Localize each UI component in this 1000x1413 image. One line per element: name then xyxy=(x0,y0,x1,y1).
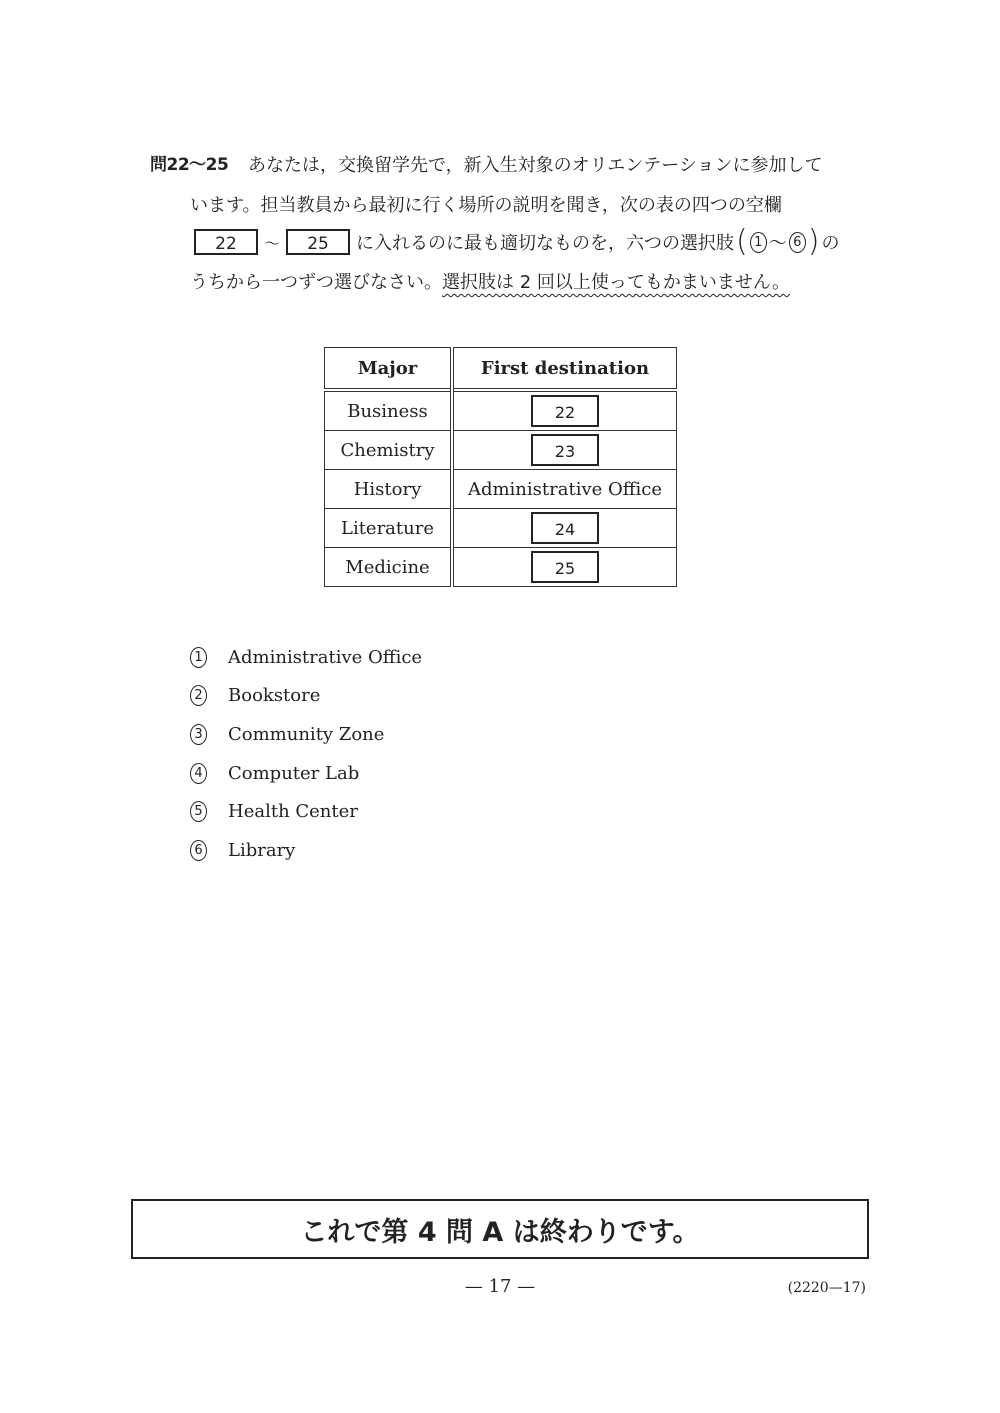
option-text: Community Zone xyxy=(228,723,385,745)
table-row xyxy=(325,431,677,470)
instruction-end: の xyxy=(821,233,840,254)
option-text: Computer Lab xyxy=(228,762,360,784)
option-number: 3 xyxy=(190,724,207,745)
option-item xyxy=(190,792,422,831)
question-line-3 xyxy=(194,224,840,259)
answer-blank-box: 22 xyxy=(531,395,599,427)
header-major: Major xyxy=(325,348,453,391)
major-destination-table xyxy=(324,347,677,587)
table-header-row xyxy=(325,348,677,391)
open-paren: ( xyxy=(736,224,748,259)
question-line-2: います。担当教員から最初に行く場所の説明を聞き，次の表の四つの空欄 xyxy=(190,195,782,216)
question-line-1: あなたは，交換留学先で，新入生対象のオリエンテーションに参加して xyxy=(248,155,823,176)
option-text: Bookstore xyxy=(228,685,321,707)
end-notice: これで第 4 問 A は終わりです。 xyxy=(131,1199,869,1259)
option-item xyxy=(190,638,422,677)
destination-cell: Administrative Office xyxy=(452,470,677,509)
option-number: 1 xyxy=(190,647,207,668)
close-paren: ) xyxy=(807,224,820,259)
instruction-text: に入れるのに最も適切なものを，六つの選択肢 xyxy=(356,233,735,254)
answer-blank-box: 23 xyxy=(531,434,599,466)
option-number: 6 xyxy=(190,840,207,861)
answer-blank-box: 25 xyxy=(531,551,599,583)
major-cell: Business xyxy=(325,390,453,431)
question-label: 問22～25 xyxy=(150,155,229,175)
major-cell: Chemistry xyxy=(325,431,453,470)
option-text: Library xyxy=(228,839,296,861)
range-tilde: ～ xyxy=(264,233,281,253)
major-cell: Literature xyxy=(325,509,453,548)
option-text: Administrative Office xyxy=(228,646,423,668)
answer-blank-box: 24 xyxy=(531,512,599,544)
option-number: 4 xyxy=(190,763,207,784)
question-line-4 xyxy=(190,268,790,294)
option-text: Health Center xyxy=(228,801,358,823)
choice-last-number: 6 xyxy=(789,232,806,253)
instruction-underlined: 選択肢は 2 回以上使ってもかまいません。 xyxy=(442,272,790,293)
answer-box-start: 22 xyxy=(194,229,258,255)
option-number: 5 xyxy=(190,801,207,822)
table-row xyxy=(325,509,677,548)
destination-cell xyxy=(452,548,677,587)
answer-box-end: 25 xyxy=(286,229,350,255)
major-cell: History xyxy=(325,470,453,509)
option-item xyxy=(190,677,422,716)
option-item xyxy=(190,754,422,793)
destination-cell xyxy=(452,509,677,548)
option-item xyxy=(190,715,422,754)
destination-cell xyxy=(452,390,677,431)
page-code: (2220—17) xyxy=(787,1280,866,1296)
choice-range-tilde: ～ xyxy=(768,233,787,254)
instruction-plain: うちから一つずつ選びなさい。 xyxy=(190,272,442,293)
table-row xyxy=(325,390,677,431)
major-cell: Medicine xyxy=(325,548,453,587)
option-number: 2 xyxy=(190,685,207,706)
header-first-destination: First destination xyxy=(452,348,677,391)
option-item xyxy=(190,831,422,870)
table-row xyxy=(325,470,677,509)
page-number: — 17 — xyxy=(464,1276,536,1297)
destination-cell xyxy=(452,431,677,470)
table-row xyxy=(325,548,677,587)
options-list xyxy=(190,638,422,870)
choice-first-number: 1 xyxy=(750,232,767,253)
